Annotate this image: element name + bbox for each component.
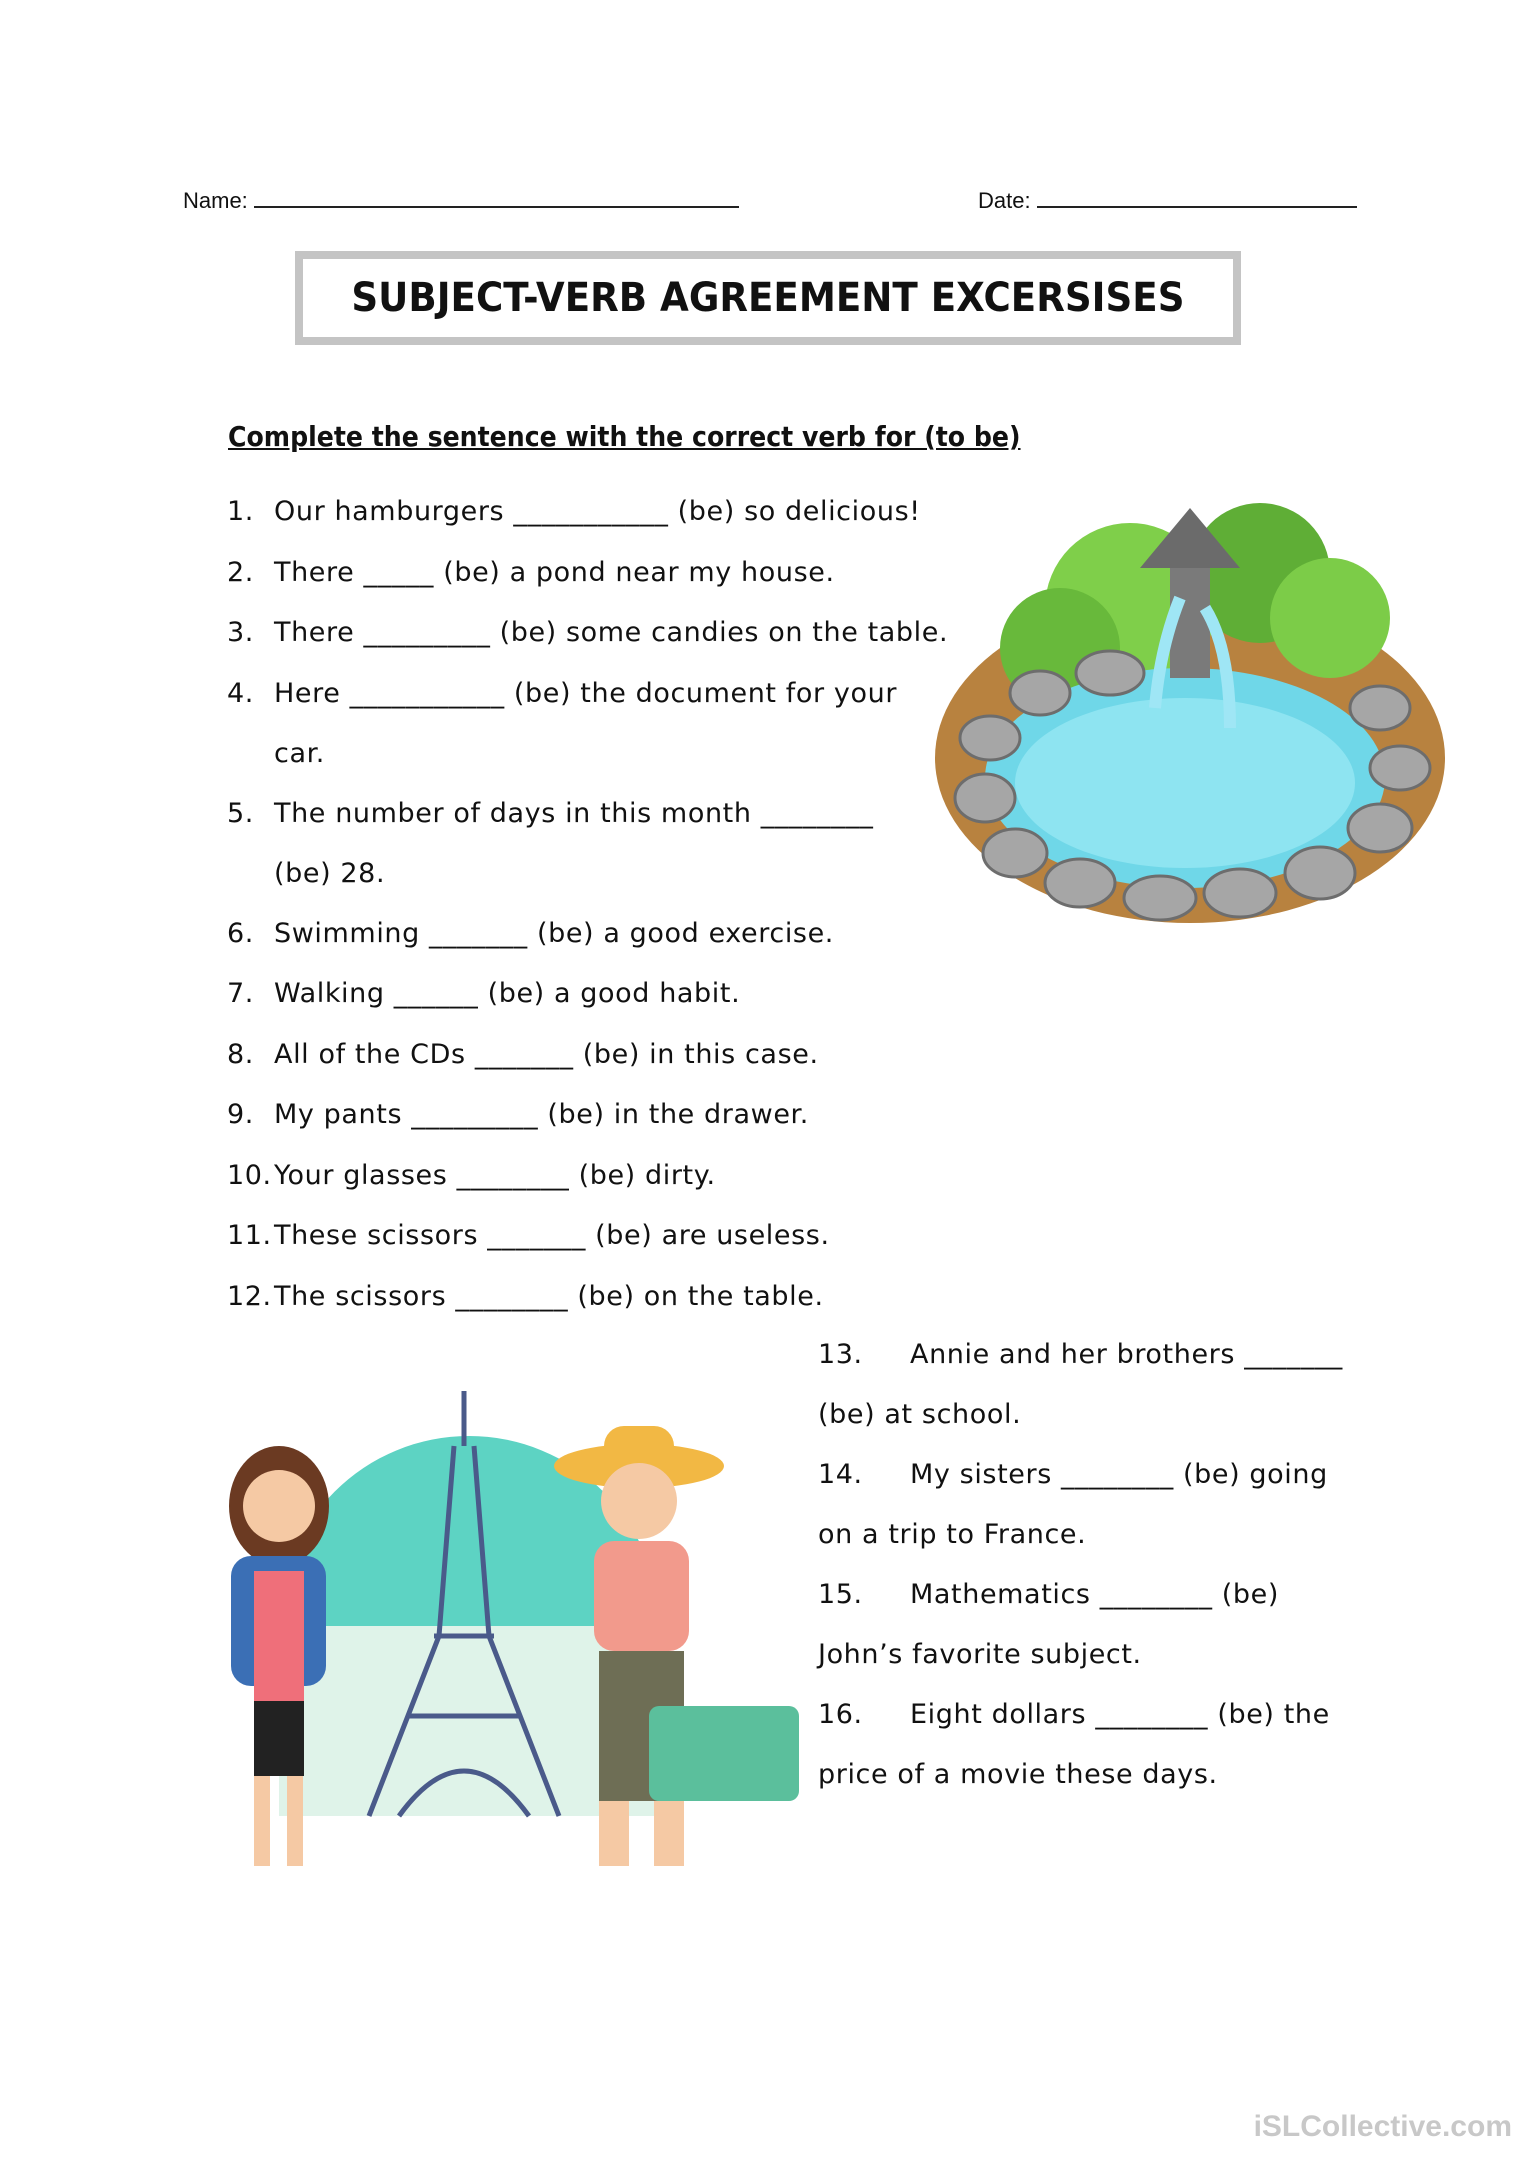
- item-number: 3.: [227, 617, 254, 648]
- item-number: 11.: [227, 1220, 272, 1251]
- item-text[interactable]: The number of days in this month ________: [274, 797, 874, 829]
- item-text[interactable]: There _____ (be) a pond near my house.: [274, 556, 835, 588]
- name-blank[interactable]: [254, 205, 739, 208]
- name-label: Name:: [183, 188, 248, 213]
- item-text[interactable]: There _________ (be) some candies on the table.: [274, 617, 949, 648]
- item-text[interactable]: Here ___________ (be) the document for your: [274, 677, 898, 709]
- item-number: 6.: [227, 917, 254, 949]
- item-number: 4.: [227, 677, 254, 709]
- item-text[interactable]: Eight dollars ________ (be) the: [910, 1699, 1330, 1730]
- item-continuation: price of a movie these days.: [818, 1759, 1218, 1790]
- item-text[interactable]: Our hamburgers ___________ (be) so delicious!: [274, 496, 921, 527]
- item-number: 9.: [227, 1099, 254, 1130]
- date-field: [978, 188, 1357, 214]
- item-number: 13.: [818, 1339, 863, 1370]
- item-number: 12.: [227, 1280, 272, 1312]
- item-number: 10.: [227, 1159, 272, 1191]
- item-text[interactable]: All of the CDs _______ (be) in this case.: [274, 1038, 819, 1070]
- watermark: iSLCollective.com: [1253, 2110, 1512, 2143]
- title-box: [295, 251, 1241, 345]
- item-text[interactable]: These scissors _______ (be) are useless.: [274, 1220, 830, 1251]
- item-text[interactable]: Mathematics ________ (be): [910, 1579, 1279, 1610]
- item-continuation: (be) at school.: [818, 1399, 1022, 1430]
- item-text[interactable]: The scissors ________ (be) on the table.: [274, 1280, 824, 1312]
- suitcase: [649, 1706, 799, 1801]
- name-field: [183, 188, 739, 214]
- bushes: [1270, 558, 1390, 678]
- item-number: 1.: [227, 496, 254, 527]
- item-continuation: on a trip to France.: [818, 1519, 1087, 1550]
- item-text[interactable]: My pants _________ (be) in the drawer.: [274, 1099, 809, 1130]
- item-continuation: (be) 28.: [274, 857, 386, 889]
- item-number: 7.: [227, 978, 254, 1009]
- pond-illustration: [930, 488, 1450, 928]
- item-number: 5.: [227, 797, 254, 829]
- item-text[interactable]: My sisters ________ (be) going: [910, 1459, 1328, 1490]
- item-text[interactable]: Your glasses ________ (be) dirty.: [274, 1159, 716, 1191]
- item-continuation: car.: [274, 737, 325, 769]
- item-text[interactable]: Swimming _______ (be) a good exercise.: [274, 917, 834, 949]
- date-label: Date:: [978, 188, 1031, 213]
- item-number: 16.: [818, 1699, 863, 1730]
- item-number: 8.: [227, 1038, 254, 1070]
- date-blank[interactable]: [1037, 205, 1357, 208]
- item-continuation: John’s favorite subject.: [818, 1639, 1142, 1670]
- paris-travel-illustration: [209, 1386, 819, 1891]
- worksheet-title: SUBJECT-VERB AGREEMENT EXCERSISES: [351, 275, 1185, 321]
- item-number: 14.: [818, 1459, 863, 1490]
- item-text[interactable]: Walking ______ (be) a good habit.: [274, 978, 741, 1009]
- instruction-heading: Complete the sentence with the correct verb for (to be): [228, 420, 1021, 453]
- item-number: 15.: [818, 1579, 863, 1610]
- item-number: 2.: [227, 556, 254, 588]
- item-text[interactable]: Annie and her brothers _______: [910, 1339, 1343, 1370]
